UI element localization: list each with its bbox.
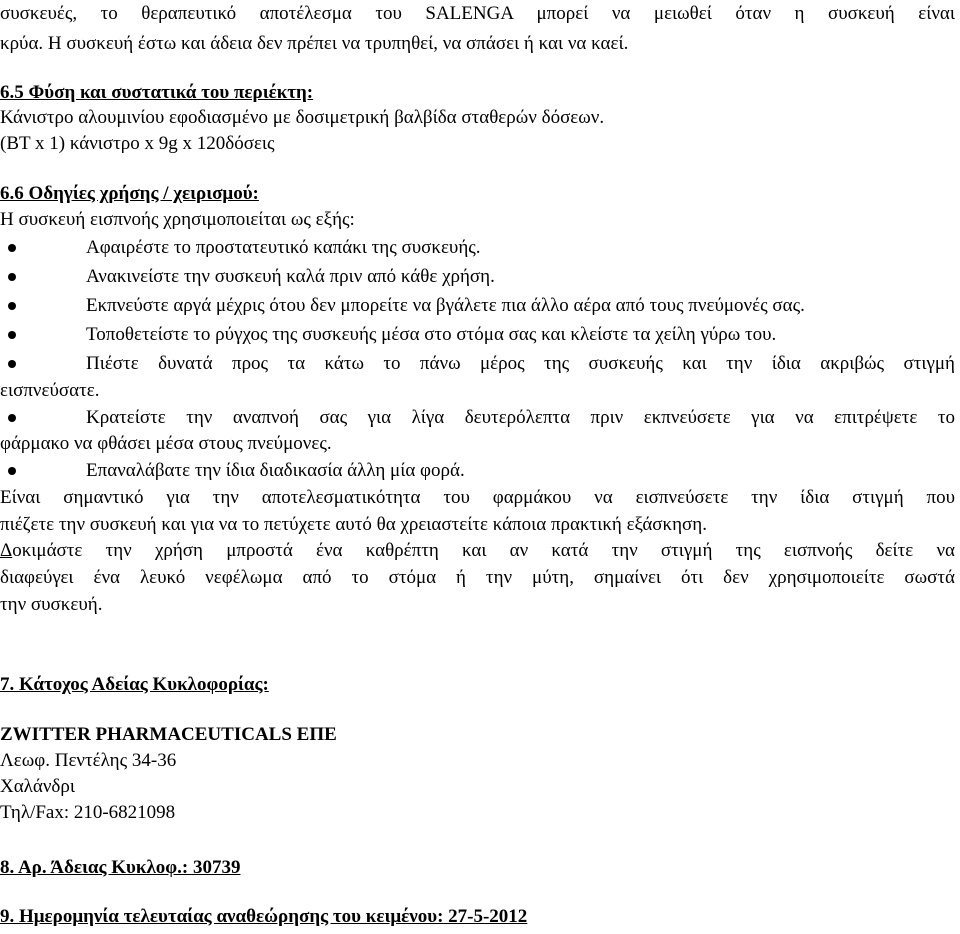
- list-item-text: Αφαιρέστε το προστατευτικό καπάκι της συσκευής.: [86, 237, 481, 258]
- list-item-text: Ανακινείστε την συσκευή καλά πριν από κάθε χρήση.: [86, 266, 495, 287]
- list-item-text: Κρατείστε την αναπνοή σας για λίγα δευτερόλεπτα πριν εκπνεύσετε για να επιτρέψετε το: [86, 407, 955, 428]
- paragraph-2-line-3: την συσκευή.: [0, 594, 103, 615]
- company-name: ZWITTER PHARMACEUTICALS ΕΠΕ: [0, 724, 337, 745]
- list-item-continuation: φάρμακο να φθάσει μέσα στους πνεύμονες.: [0, 433, 332, 454]
- address-line-2: Χαλάνδρι: [0, 776, 75, 797]
- list-item-continuation: εισπνεύσατε.: [0, 380, 100, 401]
- bullet-icon: [8, 414, 16, 422]
- section-7-heading: 7. Κάτοχος Αδείας Κυκλοφορίας:: [0, 674, 269, 695]
- list-item-text: Τοποθετείστε το ρύγχος της συσκευής μέσα στο στόμα σας και κλείστε τα χείλη γύρω του.: [86, 324, 777, 345]
- paragraph-1-line-1: Είναι σημαντικό για την αποτελεσματικότητα του φαρμάκου να εισπνεύσετε την ίδια στιγμή που: [0, 487, 955, 508]
- address-line-1: Λεωφ. Πεντέλης 34-36: [0, 750, 177, 771]
- phone-fax: Τηλ/Fax: 210-6821098: [0, 802, 176, 823]
- section-6-5-line-2: (BT x 1) κάνιστρο x 9g x 120δόσεις: [0, 133, 275, 154]
- paragraph-1-line-2: πιέζετε την συσκευή και για να το πετύχετε αυτό θα χρειαστείτε κάποια πρακτική εξάσκηση.: [0, 514, 707, 535]
- section-6-6-heading: 6.6 Οδηγίες χρήσης / χειρισμού:: [0, 183, 259, 204]
- section-8-heading: 8. Αρ. Άδειας Κυκλοφ.: 30739: [0, 857, 241, 878]
- section-6-6-intro: Η συσκευή εισπνοής χρησιμοποιείται ως εξής:: [0, 209, 355, 230]
- list-item-text: Πιέστε δυνατά προς τα κάτω το πάνω μέρος της συσκευής και την ίδια ακριβώς στιγμή: [86, 353, 955, 374]
- bullet-icon: [8, 273, 16, 281]
- bullet-icon: [8, 467, 16, 475]
- list-item-text: Εκπνεύστε αργά μέχρις ότου δεν μπορείτε να βγάλετε πια άλλο αέρα από τους πνεύμονές σας.: [86, 295, 805, 316]
- intro-line-1: συσκευές, το θεραπευτικό αποτέλεσμα του SALENGA μπορεί να μειωθεί όταν η συσκευή είναι: [0, 3, 955, 24]
- section-6-5-heading: 6.5 Φύση και συστατικά του περιέκτη:: [0, 82, 314, 103]
- list-item-text: Επαναλάβατε την ίδια διαδικασία άλλη μία φορά.: [86, 460, 465, 481]
- bullet-icon: [8, 331, 16, 339]
- section-9-heading: 9. Ημερομηνία τελευταίας αναθεώρησης του κειμένου: 27-5-2012: [0, 906, 528, 927]
- section-6-5-line-1: Κάνιστρο αλουμινίου εφοδιασμένο με δοσιμετρική βαλβίδα σταθερών δόσεων.: [0, 107, 605, 128]
- paragraph-2-line-1: Δοκιμάστε την χρήση μπροστά ένα καθρέπτη και αν κατά την στιγμή της εισπνοής δείτε να: [0, 540, 955, 561]
- bullet-icon: [8, 244, 16, 252]
- bullet-icon: [8, 302, 16, 310]
- drop-letter: Δ: [0, 540, 13, 561]
- paragraph-2-line-2: διαφεύγει ένα λευκό νεφέλωμα από το στόμα ή την μύτη, σημαίνει ότι δεν χρησιμοποιείτε σωστά: [0, 567, 955, 588]
- intro-line-2: κρύα. Η συσκευή έστω και άδεια δεν πρέπει να τρυπηθεί, να σπάσει ή και να καεί.: [0, 33, 629, 54]
- bullet-icon: [8, 360, 16, 368]
